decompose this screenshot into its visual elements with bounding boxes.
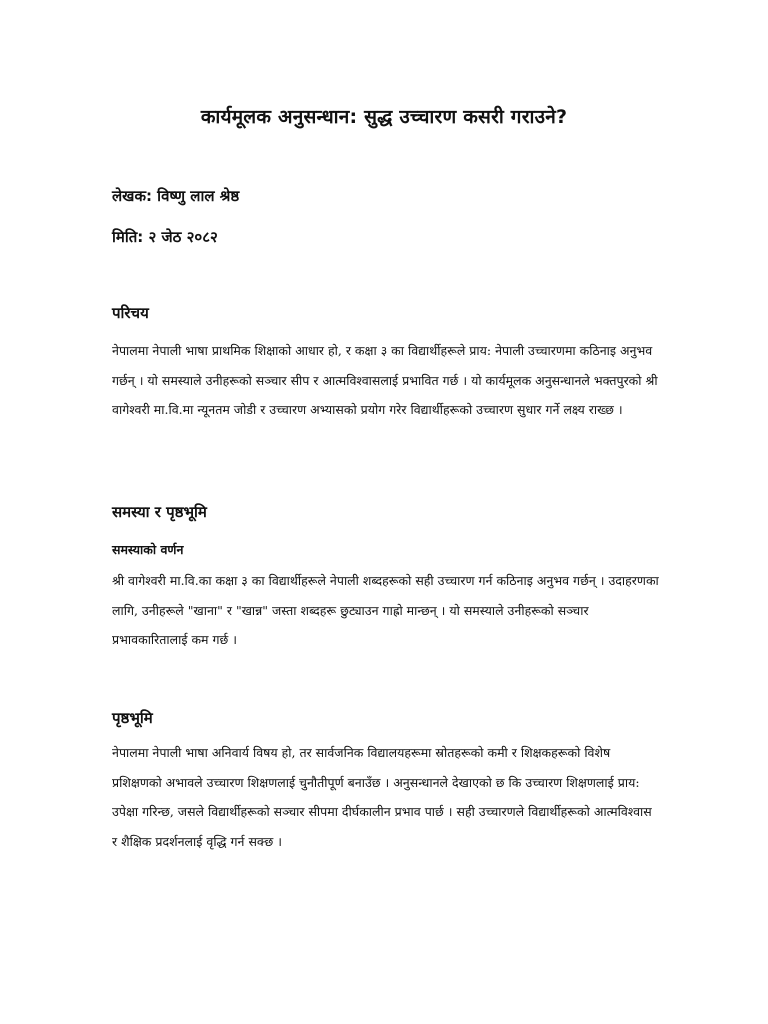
section-heading-background: पृष्ठभूमि xyxy=(112,709,153,727)
problem-paragraph: श्री वागेश्वरी मा.वि.का कक्षा ३ का विद्यार्थीहरूले नेपाली शब्दहरूको सही उच्चारण गर्न कठिनाइ अनुभव गर्छन् । उदाहरणका लागि, उनीहरूले "खाना" र "खान्न" जस्ता शब्दहरू छुट्याउन गाह्रो मान्छन् । यो समस्याले उनीहरूको सञ्चार प्रभावकारितालाई कम गर्छ । xyxy=(112,573,659,647)
subheading-problem-description: समस्याको वर्णन xyxy=(112,542,184,557)
date-line: मिति: २ जेठ २०८२ xyxy=(112,228,218,246)
section-heading-problem: समस्या र पृष्ठभूमि xyxy=(112,503,207,521)
author-line: लेखक: विष्णु लाल श्रेष्ठ xyxy=(112,187,240,205)
page-title: कार्यमूलक अनुसन्धान: सुद्ध उच्चारण कसरी गराउने? xyxy=(200,106,568,128)
background-paragraph: नेपालमा नेपाली भाषा अनिवार्य विषय हो, तर सार्वजनिक विद्यालयहरूमा स्रोतहरूको कमी र शिक्षकहरूको विशेष प्रशिक्षणको अभावले उच्चारण शिक्षणलाई चुनौतीपूर्ण बनाउँछ । अनुसन्धानले देखाएको छ कि उच्चारण शिक्षणलाई प्राय: उपेक्षा गरिन्छ, जसले विद्यार्थीहरूको सञ्चार सीपमा दीर्घकालीन प्रभाव पार्छ । सही उच्चारणले विद्यार्थीहरूको आत्मविश्वास र शैक्षिक प्रदर्शनलाई वृद्धि गर्न सक्छ । xyxy=(112,745,652,849)
intro-paragraph: नेपालमा नेपाली भाषा प्राथमिक शिक्षाको आधार हो, र कक्षा ३ का विद्यार्थीहरूले प्राय: नेपाली उच्चारणमा कठिनाइ अनुभव गर्छन् । यो समस्याले उनीहरूको सञ्चार सीप र आत्मविश्वासलाई प्रभावित गर्छ । यो कार्यमूलक अनुसन्धानले भक्तपुरको श्री वागेश्वरी मा.वि.मा न्यूनतम जोडी र उच्चारण अभ्यासको प्रयोग गरेर विद्यार्थीहरूको उच्चारण सुधार गर्ने लक्ष्य राख्छ । xyxy=(112,343,658,417)
section-heading-intro: परिचय xyxy=(112,304,149,322)
